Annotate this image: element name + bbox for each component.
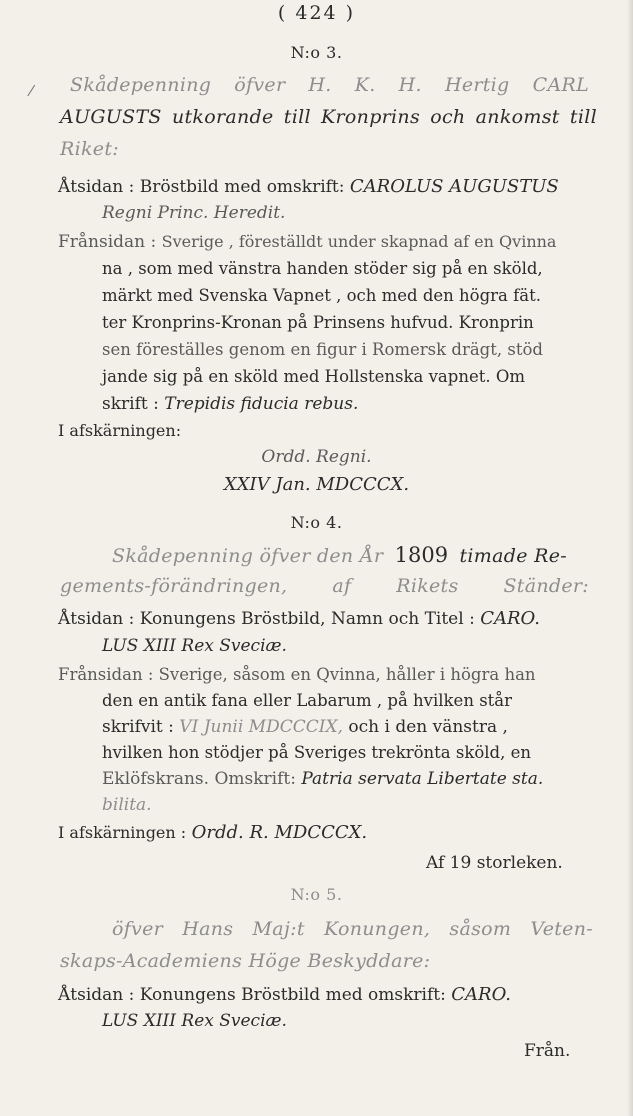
entry3-reverse-text1: Sverige , föreställdt under skapnad af en Qvinna — [161, 232, 557, 251]
entry4-exergue — [58, 822, 633, 844]
entry4-reverse-line3-legend: VI Junii MDCCCIX, — [179, 717, 343, 737]
entry4-title-line2: gements-förändringen, af Rikets Ständer: — [60, 575, 589, 597]
catchword: Från. — [524, 1041, 571, 1061]
entry3-title-line2: AUGUSTS utkorande till Kronprins och ankomst till — [60, 106, 597, 128]
entry4-reverse-line4: hvilken hon stödjer på Sveriges trekrönta sköld, en — [102, 743, 531, 762]
entry5-number: N:o 5. — [290, 885, 343, 904]
entry4-reverse-line3-label: skrifvit : — [102, 717, 174, 737]
entry4-reverse-line5-legend: Patria servata Libertate sta. — [301, 769, 544, 789]
entry3-obverse-label: Åtsidan : Bröstbild med omskrift: — [58, 177, 345, 197]
entry3-exergue-line2: XXIV Jan. MDCCCX. — [223, 474, 410, 495]
entry4-title-line1 — [112, 544, 589, 568]
entry3-reverse-label: Frånsidan : — [58, 232, 157, 252]
entry3-reverse-line1 — [58, 231, 633, 253]
entry4-reverse-line5 — [102, 768, 633, 790]
entry3-obverse — [58, 176, 633, 198]
entry5-obverse-legend-cont: LUS XIII Rex Sveciæ. — [102, 1011, 287, 1031]
entry3-obverse-legend: CAROLUS AUGUSTUS — [349, 176, 559, 197]
entry4-exergue-legend: Ordd. R. MDCCCX. — [191, 822, 368, 843]
entry4-obverse-legend-cont: LUS XIII Rex Sveciæ. — [102, 636, 287, 656]
entry3-reverse-line2: na , som med vänstra handen stöder sig på en sköld, — [102, 259, 543, 278]
entry4-size-note: Af 19 storleken. — [426, 853, 563, 873]
page-number: ( 424 ) — [277, 2, 356, 24]
entry3-title-line3: Riket: — [60, 138, 119, 160]
entry5-obverse — [58, 984, 633, 1006]
entry4-obverse — [58, 608, 633, 630]
entry4-obverse-label: Åtsidan : Konungens Bröstbild, Namn och Titel : — [58, 609, 475, 629]
entry4-reverse-line2: den en antik fana eller Labarum , på hvilken står — [102, 691, 513, 710]
entry3-exergue-line1: Ordd. Regni. — [261, 447, 372, 467]
entry4-obverse-legend: CARO. — [480, 608, 540, 629]
entry4-title-part2: timade Re- — [459, 545, 567, 567]
entry4-title-part1: Skådepenning öfver den År — [112, 545, 384, 567]
entry3-reverse-line5: sen föreställes genom en figur i Romersk drägt, stöd — [102, 340, 543, 359]
entry4-reverse-line1: Frånsidan : Sverige, såsom en Qvinna, håller i högra han — [58, 665, 536, 684]
entry4-number: N:o 4. — [290, 513, 343, 532]
entry5-title-line1: öfver Hans Maj:t Konungen, såsom Veten- — [112, 918, 593, 940]
entry3-reverse-line4: ter Kronprins-Kronan på Prinsens hufvud. Kronprin — [102, 313, 534, 332]
entry3-reverse-line7 — [102, 393, 633, 415]
entry4-exergue-label: I afskärningen : — [58, 823, 187, 842]
entry4-reverse-line3-tail: och i den vänstra , — [348, 717, 508, 737]
entry4-title-year: 1809 — [394, 543, 449, 567]
entry3-reverse-line6: jande sig på en sköld med Hollstenska vapnet. Om — [102, 367, 526, 386]
entry3-title-line1: Skådepenning öfver H. K. H. Hertig CARL — [70, 74, 589, 96]
entry3-obverse-legend-cont: Regni Princ. Heredit. — [102, 203, 286, 223]
entry4-reverse-line5-label: Eklöfskrans. Omskrift: — [102, 769, 296, 789]
entry5-title-line2: skaps-Academiens Höge Beskyddare: — [60, 950, 431, 972]
entry3-reverse-line3: märkt med Svenska Vapnet , och med den högra fät. — [102, 286, 541, 305]
entry3-reverse-last-legend: Trepidis fiducia rebus. — [164, 394, 359, 414]
entry3-reverse-last-label: skrift : — [102, 394, 159, 414]
entry4-reverse-line3 — [102, 716, 633, 738]
entry3-number: N:o 3. — [290, 43, 343, 62]
page-edge-shadow — [627, 0, 633, 1116]
entry5-obverse-label: Åtsidan : Konungens Bröstbild med omskrift: — [58, 985, 446, 1005]
entry4-reverse-line6: bilita. — [102, 795, 152, 815]
entry3-exergue-label: I afskärningen: — [58, 421, 182, 440]
entry5-obverse-legend: CARO. — [451, 984, 511, 1005]
margin-mark: ⁄ — [30, 82, 33, 100]
